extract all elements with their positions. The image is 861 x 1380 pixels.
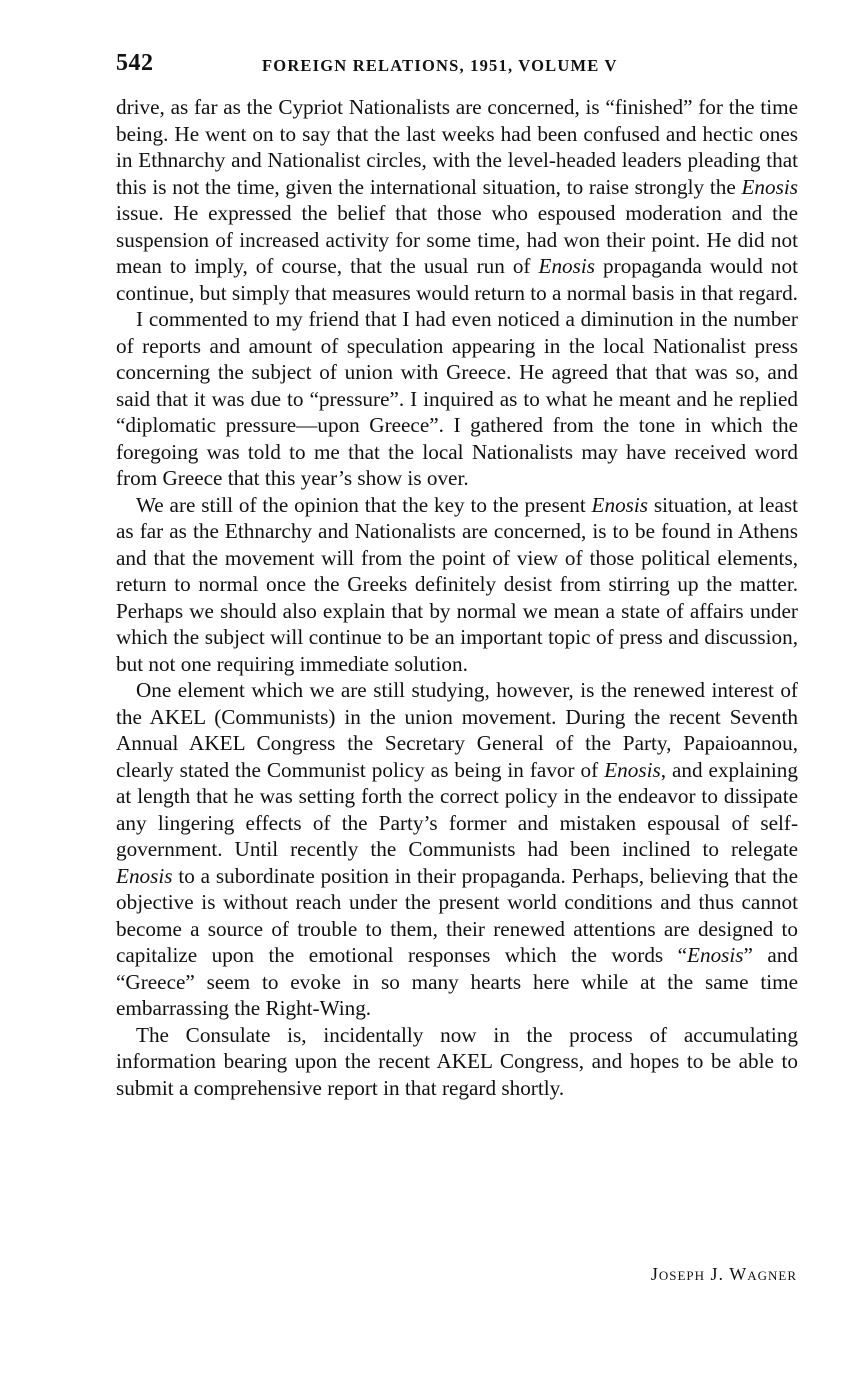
text-run: The Consulate is, incidentally now in the process of accumulating information bearing upon the recent AKEL Congress, and hopes to be able to submit a comprehensive report in that regard shortly.: [116, 1022, 798, 1100]
italic-term: Enosis: [604, 757, 661, 782]
text-run: ” and “Greece” seem to evoke in so many hearts here while at the same time embarrassing the Right-Wing.: [116, 943, 798, 1020]
paragraph: [116, 306, 798, 492]
italic-term: Enosis: [538, 254, 596, 278]
page-number: 542: [116, 50, 154, 76]
paragraph: [116, 492, 798, 678]
text-run: drive, as far as the Cypriot Nationalists are concerned, is “finished” for the time being. He went on to say that the last weeks had been confused and hectic ones in Ethnarchy and Nationalist circles, with the level-headed leaders pleading that this is not the time, given the international situation, to raise strongly the: [116, 95, 798, 199]
paragraph: [116, 94, 798, 306]
italic-term: Enosis: [591, 492, 649, 517]
signature: Joseph J. Wagner: [650, 1264, 797, 1284]
paragraph: [116, 677, 798, 1022]
text-run: propaganda would not continue, but simply that measures would return to a normal basis in that regard.: [116, 254, 798, 305]
italic-term: Enosis: [741, 174, 798, 199]
paragraph: [116, 1022, 798, 1102]
page-header: [116, 50, 796, 80]
text-run: situation, at least as far as the Ethnarchy and Nationalists are concerned, is to be found in Athens and that the movement will from the point of view of those political elements, return to normal once the Greeks definitely desist from stirring up the matter. Perhaps we should also explain that by normal we mean a state of affairs under which the subject will continue to be an important topic of press and discussion, but not one requiring immediate solution.: [116, 492, 798, 676]
text-run: We are still of the opinion that the key to the present: [136, 492, 592, 517]
text-run: , and explaining at length that he was setting forth the correct policy in the endeavor to dissipate any lingering effects of the Party’s former and mistaken espousal of self-government. Until recently the Communists had been inclined to relegate: [116, 757, 798, 861]
text-run: to a subordinate position in their propaganda. Perhaps, believing that the objective is without reach under the present world conditions and thus cannot become a source of trouble to them, their renewed attentions are designed to capitalize upon the emotional responses which the words “: [116, 863, 798, 967]
running-head: FOREIGN RELATIONS, 1951, VOLUME V: [262, 56, 618, 75]
text-run: issue. He expressed the belief that those who espoused moderation and the suspension of increased activity for some time, had won their point. He did not mean to imply, of course, that the usual run of: [116, 201, 798, 278]
italic-term: Enosis: [687, 943, 744, 967]
text-run: I commented to my friend that I had even noticed a diminution in the number of reports and amount of speculation appearing in the local Nationalist press concerning the subject of union with Greece. He agreed that that was so, and said that it was due to “pressure”. I inquired as to what he meant and he replied “diplomatic pressure—upon Greece”. I gathered from the tone in which the foregoing was told to me that the local Nationalists may have received word from Greece that this year’s show is over.: [116, 307, 798, 490]
italic-term: Enosis: [116, 863, 173, 888]
text-run: One element which we are still studying, however, is the renewed interest of the AKEL (Communists) in the union movement. During the recent Seventh Annual AKEL Congress the Secretary General of the Party, Papaioannou, clearly stated the Communist policy as being in favor of: [116, 678, 798, 782]
body-text: [116, 94, 798, 1101]
